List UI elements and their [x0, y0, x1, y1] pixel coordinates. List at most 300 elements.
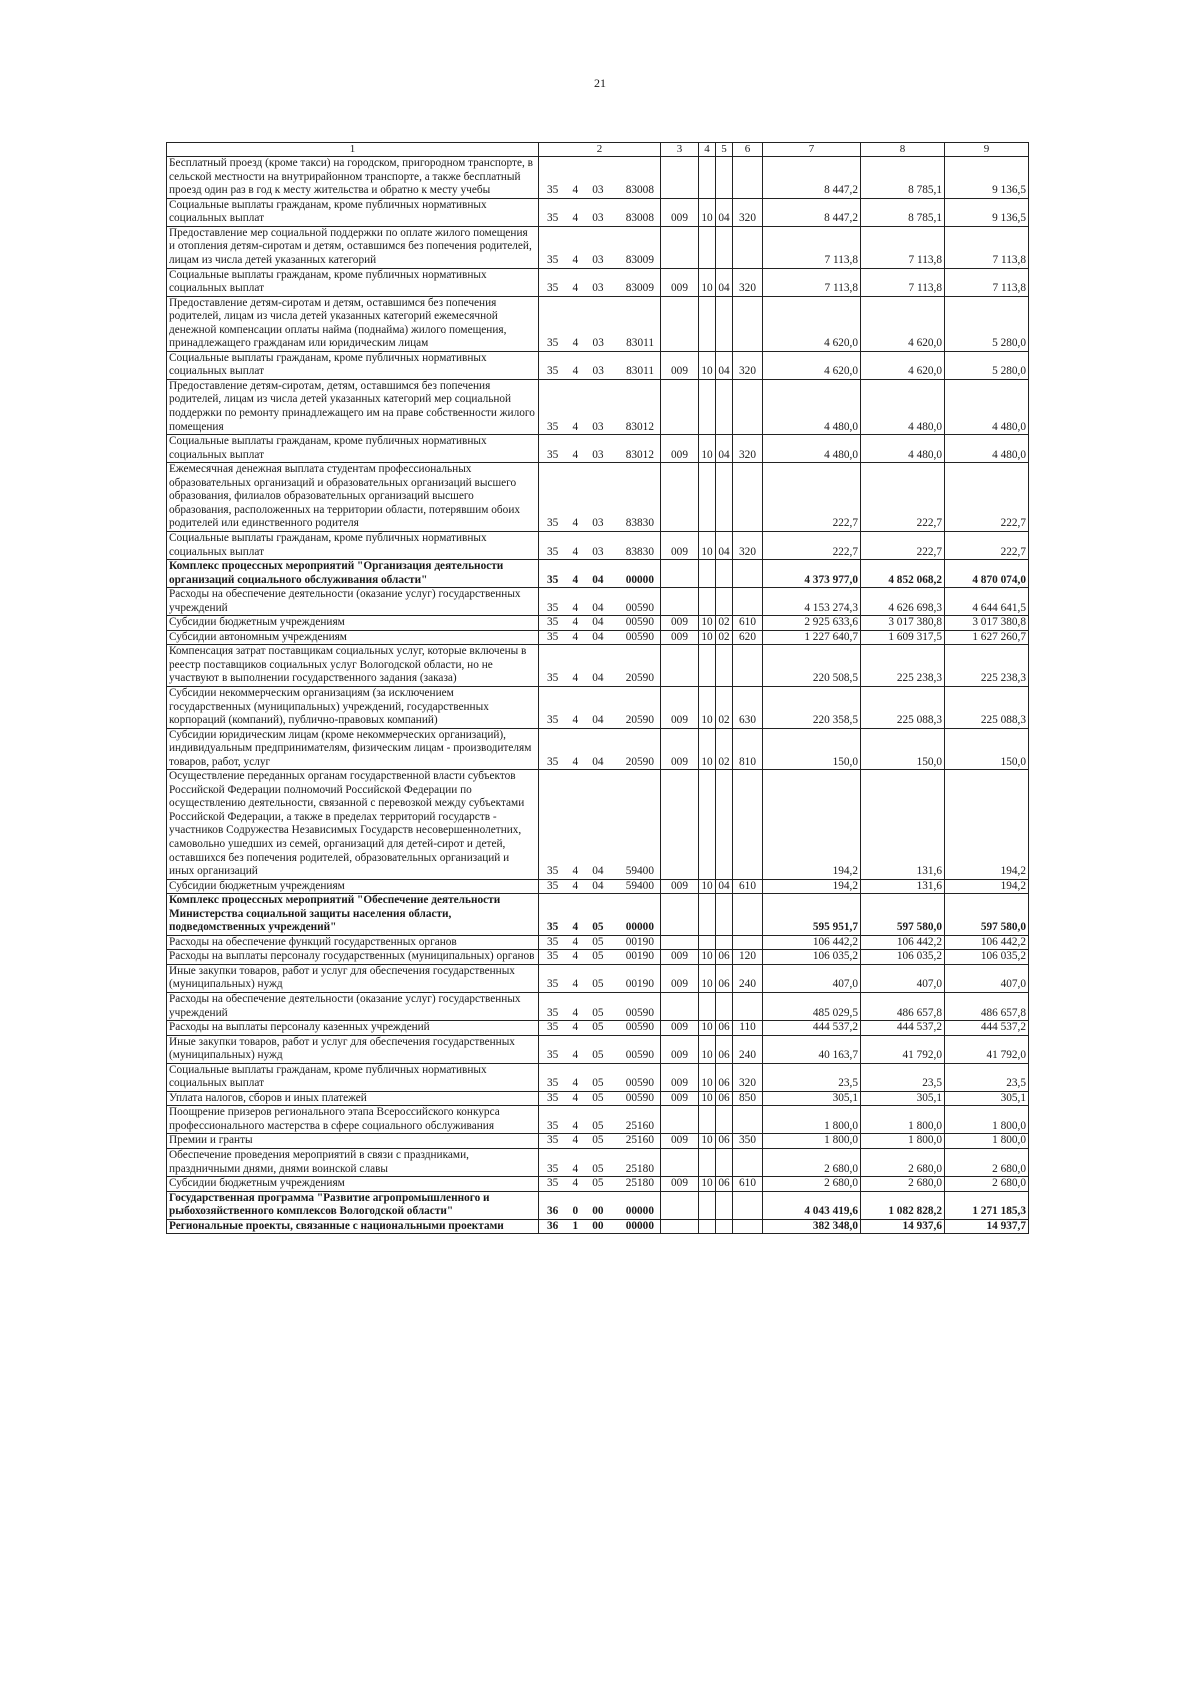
row-name: Иные закупки товаров, работ и услуг для обеспечения государственных (муниципальных) нужд	[167, 1035, 539, 1063]
section-code	[699, 157, 716, 199]
amount-col-7: 595 951,7	[763, 894, 861, 936]
table-row	[167, 588, 1029, 616]
expense-type-code: 240	[733, 964, 763, 992]
expense-type-code	[733, 296, 763, 351]
ministry-code: 009	[661, 531, 699, 559]
amount-col-8: 444 537,2	[861, 1021, 945, 1036]
target-code	[539, 964, 661, 992]
code-part: 00000	[625, 1205, 654, 1218]
amount-col-8: 2 680,0	[861, 1149, 945, 1177]
code-part: 4	[572, 1091, 579, 1104]
code-part: 83009	[625, 254, 654, 267]
ministry-code: 009	[661, 1091, 699, 1106]
amount-col-7: 485 029,5	[763, 993, 861, 1021]
row-name: Компенсация затрат поставщикам социальных услуг, которые включены в реестр поставщиков социальных услуг Вологодской области, но не участвуют в выполнении государственного задания (заказа)	[167, 645, 539, 687]
code-part: 25160	[625, 1134, 654, 1147]
expense-type-code	[733, 770, 763, 879]
amount-col-9: 5 280,0	[945, 296, 1029, 351]
code-part: 00590	[625, 1091, 654, 1104]
target-code-parts	[541, 184, 658, 198]
expense-type-code: 620	[733, 630, 763, 645]
code-part: 00590	[625, 1077, 654, 1090]
expense-type-code: 320	[733, 531, 763, 559]
amount-col-9: 5 280,0	[945, 351, 1029, 379]
table-row	[167, 645, 1029, 687]
code-part: 35	[547, 1006, 559, 1019]
target-code-parts	[541, 1021, 658, 1035]
ministry-code: 009	[661, 1134, 699, 1149]
code-part: 83011	[626, 365, 654, 378]
ministry-code	[661, 1219, 699, 1234]
code-part: 35	[547, 1021, 559, 1034]
code-part: 35	[547, 879, 559, 892]
target-code	[539, 879, 661, 894]
ministry-code: 009	[661, 686, 699, 728]
amount-col-8: 8 785,1	[861, 198, 945, 226]
subsection-code	[716, 770, 733, 879]
ministry-code: 009	[661, 1021, 699, 1036]
ministry-code	[661, 770, 699, 879]
amount-col-9: 4 870 074,0	[945, 560, 1029, 588]
ministry-code	[661, 894, 699, 936]
section-code: 10	[699, 435, 716, 463]
ministry-code: 009	[661, 198, 699, 226]
target-code	[539, 226, 661, 268]
subsection-code	[716, 1219, 733, 1234]
code-part: 4	[572, 601, 579, 614]
ministry-code: 009	[661, 728, 699, 770]
amount-col-9: 23,5	[945, 1063, 1029, 1091]
expense-type-code	[733, 645, 763, 687]
amount-col-8: 131,6	[861, 770, 945, 879]
amount-col-8: 1 800,0	[861, 1134, 945, 1149]
code-part: 04	[592, 865, 604, 878]
amount-col-8: 1 609 317,5	[861, 630, 945, 645]
amount-col-9: 3 017 380,8	[945, 616, 1029, 631]
target-code-parts	[541, 672, 658, 686]
subsection-code: 02	[716, 616, 733, 631]
expense-type-code	[733, 993, 763, 1021]
amount-col-9: 9 136,5	[945, 157, 1029, 199]
code-part: 83830	[625, 517, 654, 530]
target-code	[539, 616, 661, 631]
code-part: 05	[592, 1091, 604, 1104]
ministry-code: 009	[661, 351, 699, 379]
table-row	[167, 950, 1029, 965]
target-code-parts	[541, 1163, 658, 1177]
ministry-code: 009	[661, 1035, 699, 1063]
code-part: 00590	[625, 1006, 654, 1019]
amount-col-8: 407,0	[861, 964, 945, 992]
target-code-parts	[541, 1220, 658, 1234]
target-code-parts	[541, 212, 658, 226]
expense-type-code: 610	[733, 879, 763, 894]
ministry-code	[661, 379, 699, 434]
header-col-3: 3	[661, 143, 699, 157]
subsection-code	[716, 1106, 733, 1134]
code-part: 35	[547, 1162, 559, 1175]
amount-col-9: 407,0	[945, 964, 1029, 992]
section-code	[699, 1106, 716, 1134]
code-part: 35	[547, 517, 559, 530]
code-part: 0	[572, 1205, 579, 1218]
code-part: 05	[592, 921, 604, 934]
amount-col-9: 2 680,0	[945, 1177, 1029, 1192]
row-name: Иные закупки товаров, работ и услуг для обеспечения государственных (муниципальных) нужд	[167, 964, 539, 992]
target-code	[539, 1021, 661, 1036]
row-name: Социальные выплаты гражданам, кроме публичных нормативных социальных выплат	[167, 1063, 539, 1091]
code-part: 35	[547, 1077, 559, 1090]
amount-col-7: 222,7	[763, 531, 861, 559]
target-code-parts	[541, 756, 658, 770]
expense-type-code	[733, 1149, 763, 1177]
target-code	[539, 1134, 661, 1149]
code-part: 4	[572, 1006, 579, 1019]
header-col-9: 9	[945, 143, 1029, 157]
expense-type-code: 110	[733, 1021, 763, 1036]
table-row	[167, 686, 1029, 728]
section-code: 10	[699, 686, 716, 728]
amount-col-7: 222,7	[763, 463, 861, 532]
target-code	[539, 993, 661, 1021]
amount-col-9: 486 657,8	[945, 993, 1029, 1021]
target-code	[539, 1091, 661, 1106]
subsection-code	[716, 935, 733, 950]
table-row	[167, 770, 1029, 879]
expense-type-code: 240	[733, 1035, 763, 1063]
code-part: 03	[592, 545, 604, 558]
expense-type-code: 320	[733, 435, 763, 463]
table-header-row	[167, 143, 1029, 157]
code-part: 03	[592, 184, 604, 197]
ministry-code	[661, 157, 699, 199]
code-part: 25180	[625, 1177, 654, 1190]
code-part: 35	[547, 755, 559, 768]
amount-col-9: 4 644 641,5	[945, 588, 1029, 616]
ministry-code	[661, 935, 699, 950]
code-part: 35	[547, 1177, 559, 1190]
target-code-parts	[541, 1120, 658, 1134]
amount-col-7: 4 620,0	[763, 351, 861, 379]
code-part: 04	[592, 573, 604, 586]
amount-col-8: 486 657,8	[861, 993, 945, 1021]
code-part: 83009	[625, 282, 654, 295]
table-row	[167, 879, 1029, 894]
target-code-parts	[541, 1177, 658, 1191]
target-code	[539, 1177, 661, 1192]
amount-col-7: 220 508,5	[763, 645, 861, 687]
table-row	[167, 157, 1029, 199]
amount-col-8: 14 937,6	[861, 1219, 945, 1234]
code-part: 35	[547, 950, 559, 963]
code-part: 35	[547, 337, 559, 350]
code-part: 4	[572, 1162, 579, 1175]
row-name: Комплекс процессных мероприятий "Организация деятельности организаций социального обслуживания области"	[167, 560, 539, 588]
table-row	[167, 296, 1029, 351]
ministry-code	[661, 1149, 699, 1177]
row-name: Премии и гранты	[167, 1134, 539, 1149]
code-part: 4	[572, 1134, 579, 1147]
target-code-parts	[541, 950, 658, 964]
target-code-parts	[541, 1134, 658, 1148]
amount-col-7: 7 113,8	[763, 268, 861, 296]
code-part: 03	[592, 365, 604, 378]
amount-col-8: 4 480,0	[861, 379, 945, 434]
amount-col-8: 1 800,0	[861, 1106, 945, 1134]
amount-col-8: 4 852 068,2	[861, 560, 945, 588]
code-part: 04	[592, 630, 604, 643]
target-code-parts	[541, 880, 658, 894]
code-part: 59400	[625, 865, 654, 878]
amount-col-8: 225 238,3	[861, 645, 945, 687]
target-code	[539, 379, 661, 434]
amount-col-9: 150,0	[945, 728, 1029, 770]
row-name: Поощрение призеров регионального этапа Всероссийского конкурса профессионального мастерства в сфере социального обслуживания	[167, 1106, 539, 1134]
code-part: 00190	[625, 978, 654, 991]
code-part: 25180	[625, 1162, 654, 1175]
ministry-code	[661, 463, 699, 532]
table-row	[167, 1063, 1029, 1091]
code-part: 35	[547, 616, 559, 629]
code-part: 05	[592, 1006, 604, 1019]
amount-col-9: 444 537,2	[945, 1021, 1029, 1036]
subsection-code: 06	[716, 1091, 733, 1106]
code-part: 35	[547, 978, 559, 991]
target-code	[539, 531, 661, 559]
amount-col-8: 106 035,2	[861, 950, 945, 965]
target-code-parts	[541, 714, 658, 728]
code-part: 05	[592, 950, 604, 963]
expense-type-code: 320	[733, 268, 763, 296]
amount-col-9: 1 800,0	[945, 1106, 1029, 1134]
amount-col-7: 1 800,0	[763, 1134, 861, 1149]
amount-col-9: 222,7	[945, 531, 1029, 559]
row-name: Предоставление детям-сиротам, детям, оставшимся без попечения родителей, лицам из числа детей указанных категорий мер социальной поддержки по ремонту принадлежащего им на праве собственности жилого помещения	[167, 379, 539, 434]
subsection-code: 06	[716, 1177, 733, 1192]
amount-col-9: 1 627 260,7	[945, 630, 1029, 645]
target-code-parts	[541, 978, 658, 992]
table-row	[167, 894, 1029, 936]
expense-type-code: 350	[733, 1134, 763, 1149]
code-part: 83008	[625, 184, 654, 197]
expense-type-code	[733, 894, 763, 936]
target-code	[539, 588, 661, 616]
expense-type-code: 810	[733, 728, 763, 770]
code-part: 00	[592, 1205, 604, 1218]
section-code	[699, 645, 716, 687]
subsection-code	[716, 379, 733, 434]
table-row	[167, 1134, 1029, 1149]
section-code	[699, 993, 716, 1021]
table-row	[167, 1149, 1029, 1177]
section-code: 10	[699, 268, 716, 296]
code-part: 4	[572, 1177, 579, 1190]
code-part: 4	[572, 1049, 579, 1062]
code-part: 04	[592, 714, 604, 727]
row-name: Субсидии юридическим лицам (кроме некоммерческих организаций), индивидуальным предпринимателям, физическим лицам - производителям товаров, работ, услуг	[167, 728, 539, 770]
section-code: 10	[699, 1091, 716, 1106]
amount-col-8: 23,5	[861, 1063, 945, 1091]
code-part: 4	[572, 865, 579, 878]
code-part: 00590	[625, 1021, 654, 1034]
target-code	[539, 935, 661, 950]
amount-col-7: 4 153 274,3	[763, 588, 861, 616]
table-row	[167, 935, 1029, 950]
target-code	[539, 1063, 661, 1091]
amount-col-8: 222,7	[861, 463, 945, 532]
target-code	[539, 198, 661, 226]
target-code	[539, 950, 661, 965]
section-code: 10	[699, 1035, 716, 1063]
code-part: 00000	[625, 921, 654, 934]
target-code-parts	[541, 282, 658, 296]
table-row	[167, 993, 1029, 1021]
expense-type-code	[733, 1106, 763, 1134]
ministry-code: 009	[661, 879, 699, 894]
table-row	[167, 1035, 1029, 1063]
code-part: 20590	[625, 755, 654, 768]
amount-col-7: 4 043 419,6	[763, 1191, 861, 1219]
expense-type-code: 320	[733, 1063, 763, 1091]
amount-col-9: 1 800,0	[945, 1134, 1029, 1149]
code-part: 03	[592, 517, 604, 530]
table-row	[167, 616, 1029, 631]
row-name: Предоставление детям-сиротам и детям, оставшимся без попечения родителей, лицам из числа детей указанных категорий ежемесячной денежной компенсации оплаты найма (поднайма) жилого помещения, принадлежащего гражданам или юридическим лицам	[167, 296, 539, 351]
section-code: 10	[699, 1063, 716, 1091]
target-code	[539, 728, 661, 770]
row-name: Обеспечение проведения мероприятий в связи с праздниками, праздничными днями, днями воинской славы	[167, 1149, 539, 1177]
target-code-parts	[541, 449, 658, 463]
code-part: 00590	[625, 1049, 654, 1062]
code-part: 05	[592, 1119, 604, 1132]
expense-type-code	[733, 560, 763, 588]
code-part: 4	[572, 879, 579, 892]
row-name: Расходы на обеспечение деятельности (оказание услуг) государственных учреждений	[167, 993, 539, 1021]
section-code	[699, 935, 716, 950]
expense-type-code: 120	[733, 950, 763, 965]
code-part: 35	[547, 865, 559, 878]
table-row	[167, 379, 1029, 434]
code-part: 4	[572, 448, 579, 461]
row-name: Субсидии бюджетным учреждениям	[167, 1177, 539, 1192]
subsection-code: 06	[716, 964, 733, 992]
section-code	[699, 560, 716, 588]
code-part: 83012	[625, 448, 654, 461]
amount-col-9: 41 792,0	[945, 1035, 1029, 1063]
code-part: 20590	[625, 714, 654, 727]
ministry-code	[661, 226, 699, 268]
code-part: 04	[592, 755, 604, 768]
subsection-code	[716, 645, 733, 687]
amount-col-9: 9 136,5	[945, 198, 1029, 226]
target-code	[539, 435, 661, 463]
subsection-code	[716, 993, 733, 1021]
subsection-code	[716, 296, 733, 351]
amount-col-7: 2 680,0	[763, 1149, 861, 1177]
code-part: 35	[547, 921, 559, 934]
amount-col-8: 3 017 380,8	[861, 616, 945, 631]
amount-col-7: 8 447,2	[763, 157, 861, 199]
amount-col-9: 225 238,3	[945, 645, 1029, 687]
code-part: 4	[572, 212, 579, 225]
amount-col-8: 7 113,8	[861, 226, 945, 268]
code-part: 05	[592, 1162, 604, 1175]
expense-type-code: 320	[733, 351, 763, 379]
amount-col-8: 597 580,0	[861, 894, 945, 936]
amount-col-7: 220 358,5	[763, 686, 861, 728]
amount-col-8: 222,7	[861, 531, 945, 559]
target-code	[539, 296, 661, 351]
ministry-code	[661, 1106, 699, 1134]
code-part: 35	[547, 1134, 559, 1147]
code-part: 35	[547, 184, 559, 197]
code-part: 35	[547, 254, 559, 267]
code-part: 4	[572, 935, 579, 948]
code-part: 00590	[625, 616, 654, 629]
row-name: Социальные выплаты гражданам, кроме публичных нормативных социальных выплат	[167, 435, 539, 463]
code-part: 03	[592, 337, 604, 350]
section-code: 10	[699, 964, 716, 992]
section-code	[699, 770, 716, 879]
amount-col-9: 14 937,7	[945, 1219, 1029, 1234]
amount-col-8: 305,1	[861, 1091, 945, 1106]
code-part: 04	[592, 601, 604, 614]
header-col-1: 1	[167, 143, 539, 157]
section-code	[699, 1149, 716, 1177]
amount-col-9: 2 680,0	[945, 1149, 1029, 1177]
table-row	[167, 198, 1029, 226]
subsection-code: 06	[716, 1063, 733, 1091]
code-part: 59400	[625, 879, 654, 892]
code-part: 4	[572, 714, 579, 727]
code-part: 00	[592, 1219, 604, 1232]
section-code	[699, 588, 716, 616]
subsection-code: 04	[716, 198, 733, 226]
ministry-code	[661, 296, 699, 351]
table-row	[167, 531, 1029, 559]
target-code-parts	[541, 421, 658, 435]
table-row	[167, 226, 1029, 268]
table-row	[167, 728, 1029, 770]
code-part: 4	[572, 254, 579, 267]
code-part: 35	[547, 282, 559, 295]
subsection-code: 04	[716, 435, 733, 463]
target-code-parts	[541, 602, 658, 616]
code-part: 00590	[625, 630, 654, 643]
expense-type-code	[733, 1219, 763, 1234]
amount-col-7: 1 227 640,7	[763, 630, 861, 645]
code-part: 05	[592, 1077, 604, 1090]
section-code	[699, 379, 716, 434]
subsection-code	[716, 560, 733, 588]
subsection-code: 02	[716, 630, 733, 645]
code-part: 03	[592, 254, 604, 267]
section-code	[699, 1219, 716, 1234]
target-code	[539, 630, 661, 645]
expense-type-code	[733, 157, 763, 199]
amount-col-9: 4 480,0	[945, 435, 1029, 463]
target-code-parts	[541, 921, 658, 935]
subsection-code: 02	[716, 728, 733, 770]
amount-col-9: 1 271 185,3	[945, 1191, 1029, 1219]
section-code: 10	[699, 950, 716, 965]
ministry-code	[661, 588, 699, 616]
code-part: 04	[592, 672, 604, 685]
target-code-parts	[541, 574, 658, 588]
row-name: Расходы на обеспечение деятельности (оказание услуг) государственных учреждений	[167, 588, 539, 616]
amount-col-7: 40 163,7	[763, 1035, 861, 1063]
code-part: 4	[572, 282, 579, 295]
